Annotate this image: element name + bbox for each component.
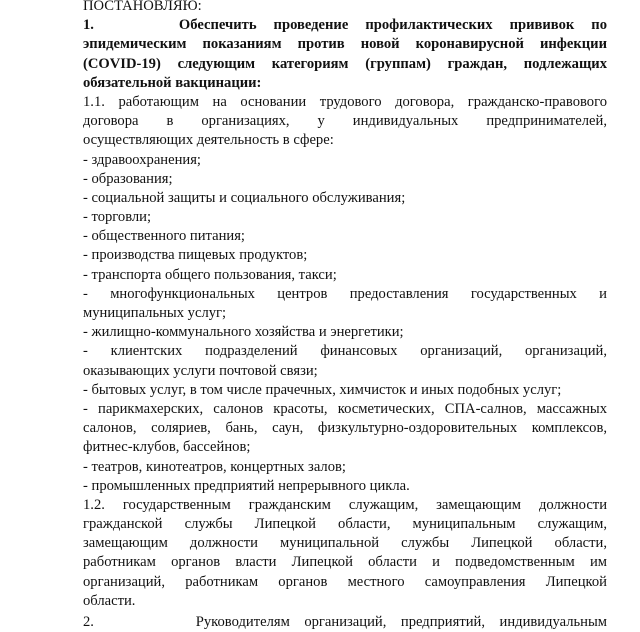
subsection-1-2 <box>83 496 607 611</box>
list-item: - общественного питания; <box>83 228 245 245</box>
section-1-line: (COVID-19) следующим категориям (группам) граждан, подлежащих <box>83 55 607 72</box>
list-item: - театров, кинотеатров, концертных залов; <box>83 458 346 475</box>
subsection-1-2-line: области. <box>83 592 136 609</box>
section-2-line: 2. Руководителям организаций, предприятий, индивидуальным <box>83 614 607 630</box>
subsection-1-2-line: организаций, работникам органов местного самоуправления Липецкой <box>83 573 607 590</box>
section-2 <box>83 613 607 632</box>
subsection-1-1-line: осуществляющих деятельность в сфере: <box>83 132 334 149</box>
list-item: - производства пищевых продуктов; <box>83 247 308 264</box>
list-item: - здравоохранения; <box>83 151 201 168</box>
subsection-1-2-line: 1.2. государственным гражданским служащим, замещающим должности <box>83 496 607 513</box>
list-item-continuation: оказывающих услуги почтовой связи; <box>83 362 318 379</box>
list-item-continuation: фитнес-клубов, бассейнов; <box>83 439 251 456</box>
subsection-1-2-line: работникам органов власти Липецкой области и подведомственным им <box>83 554 607 571</box>
list-item: - социальной защиты и социального обслуживания; <box>83 189 406 206</box>
subsection-1-2-line: замещающим должности муниципальной службы Липецкой области, <box>83 535 607 552</box>
subsection-1-2-line: гражданской службы Липецкой области, муниципальным служащим, <box>83 516 607 533</box>
list-item: - образования; <box>83 170 173 187</box>
list-item-continuation: муниципальных услуг; <box>83 305 227 321</box>
list-item: - жилищно-коммунального хозяйства и энергетики; <box>83 324 404 341</box>
list-item: - бытовых услуг, в том числе прачечных, химчисток и иных подобных услуг; <box>83 381 562 398</box>
subsection-1-1-line: 1.1. работающим на основании трудового договора, гражданско-правового <box>83 93 607 110</box>
list-item: - транспорта общего пользования, такси; <box>83 266 337 283</box>
resolution-heading: ПОСТАНОВЛЯЮ: <box>83 0 202 14</box>
list-item: - клиентских подразделений финансовых организаций, организаций, <box>83 343 607 360</box>
list-item-continuation: салонов, соляриев, бань, саун, физкультурно-оздоровительных комплексов, <box>83 420 607 437</box>
document-page <box>83 0 607 632</box>
subsection-1-1-line: договора в организациях, у индивидуальных предпринимателей, <box>83 113 607 130</box>
list-item: - торговли; <box>83 209 152 226</box>
list-item: - парикмахерских, салонов красоты, косметических, СПА-салнов, массажных <box>83 400 607 417</box>
spheres-list <box>83 151 607 496</box>
section-1-line: эпидемическим показаниям против новой коронавирусной инфекции <box>83 36 607 53</box>
subsection-1-1 <box>83 93 607 151</box>
section-1-line: обязательной вакцинации: <box>83 74 262 91</box>
list-item: - многофункциональных центров предоставления государственных и <box>83 285 607 302</box>
section-1-line: 1. Обеспечить проведение профилактических прививок по <box>83 17 607 34</box>
section-1-heading <box>83 16 607 93</box>
list-item: - промышленных предприятий непрерывного цикла. <box>83 477 410 494</box>
